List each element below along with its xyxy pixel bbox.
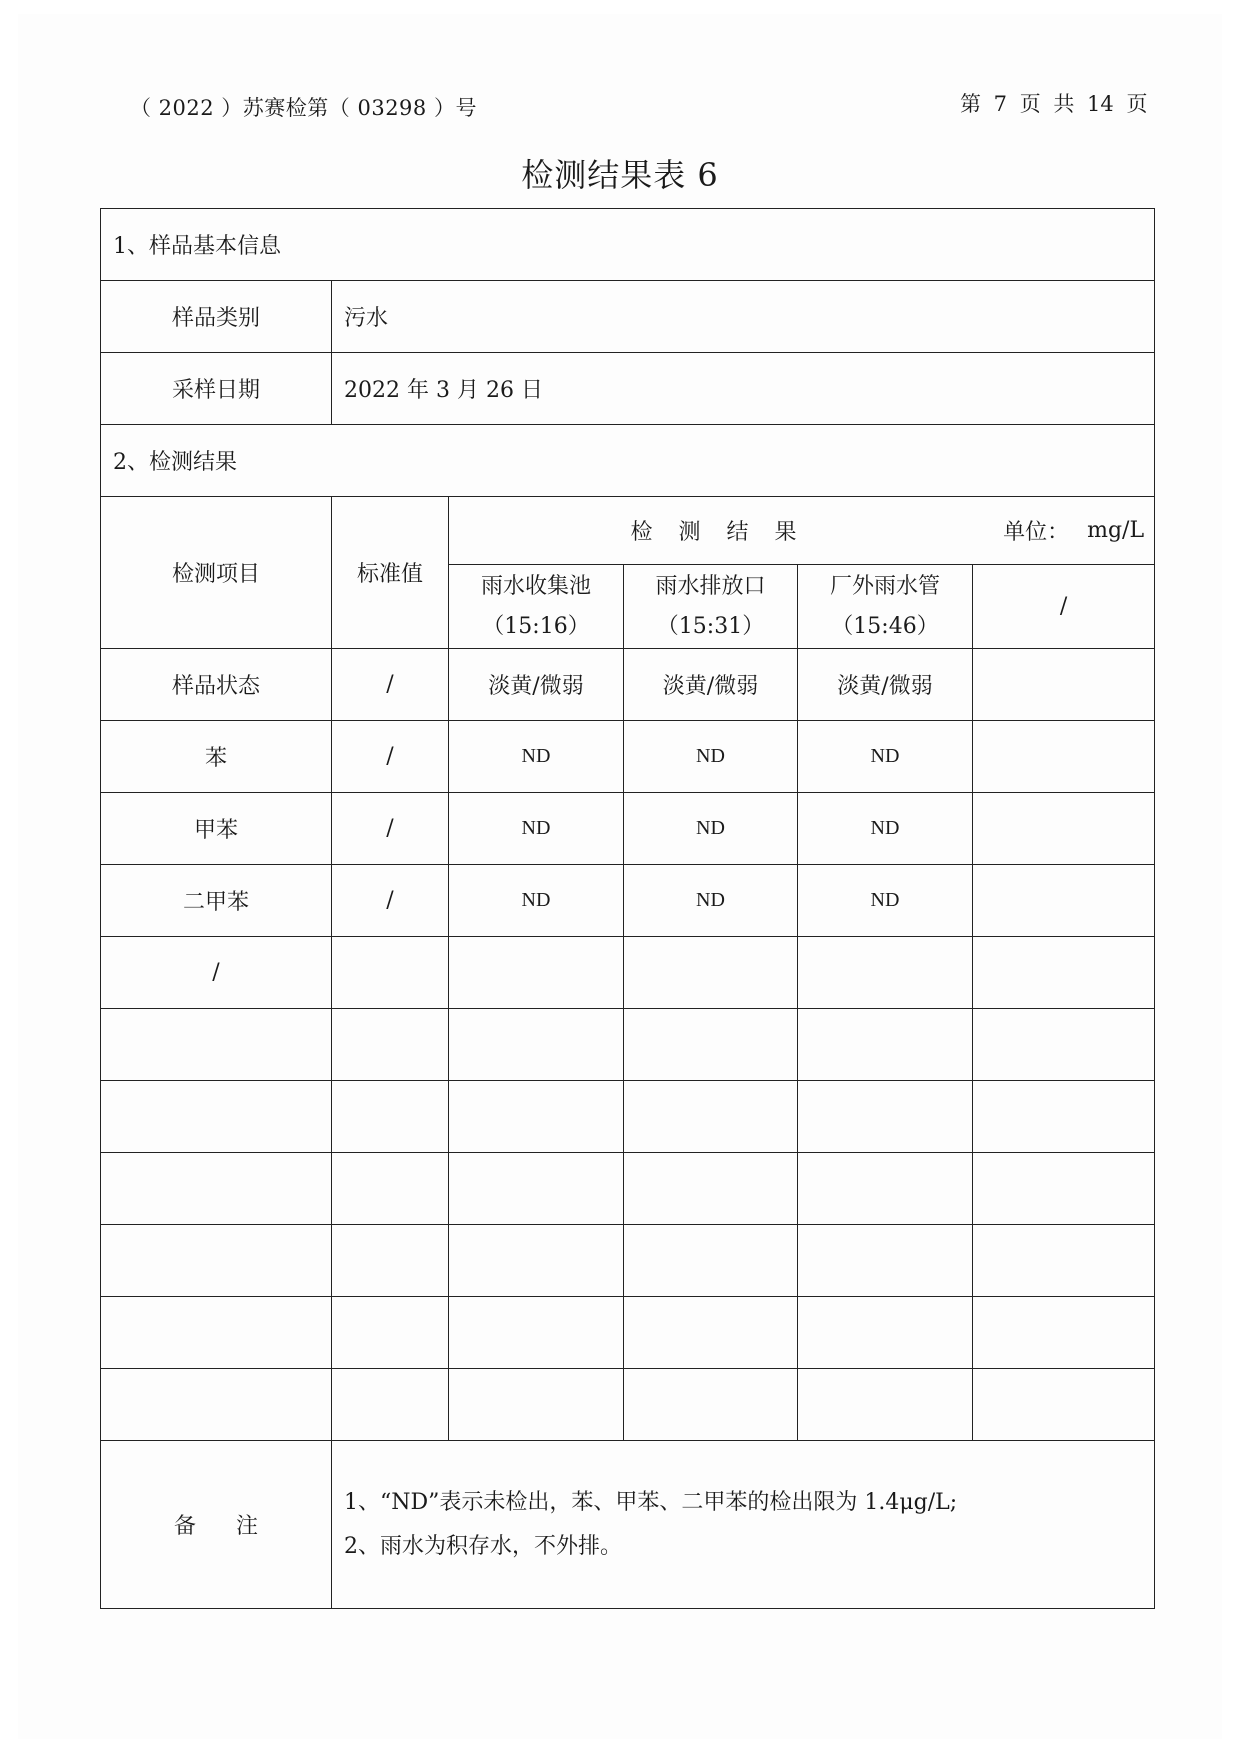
result-item: 二甲苯 (101, 865, 332, 937)
results-table (100, 208, 1155, 1609)
result-value (624, 1081, 798, 1153)
col-standard-header: 标准值 (332, 497, 449, 649)
notes-content (332, 1441, 1155, 1609)
result-item: / (101, 937, 332, 1009)
notes-row (101, 1441, 1155, 1609)
result-value (973, 721, 1155, 793)
result-value (449, 1153, 624, 1225)
page-title: 检测结果表 6 (521, 156, 719, 194)
result-value: ND (624, 721, 798, 793)
result-value (798, 1369, 973, 1441)
result-value: ND (798, 865, 973, 937)
result-value (449, 1297, 624, 1369)
result-value (449, 937, 624, 1009)
result-item: 甲苯 (101, 793, 332, 865)
result-standard (332, 1297, 449, 1369)
results-label: 检测结果 (630, 520, 823, 545)
section2-heading-row (101, 425, 1155, 497)
notes-label: 备注 (101, 1441, 332, 1609)
result-value (973, 937, 1155, 1009)
result-value (973, 1009, 1155, 1081)
result-value (973, 649, 1155, 721)
result-standard (332, 1081, 449, 1153)
result-standard (332, 1009, 449, 1081)
result-value: ND (798, 721, 973, 793)
result-row (101, 649, 1155, 721)
result-row (101, 1009, 1155, 1081)
result-value (798, 1081, 973, 1153)
result-item (101, 1081, 332, 1153)
sample-header-4 (973, 565, 1155, 649)
result-standard (332, 1153, 449, 1225)
result-row (101, 1153, 1155, 1225)
result-row (101, 793, 1155, 865)
sample-type-label: 样品类别 (101, 281, 332, 353)
sample-name: 雨水排放口 (655, 573, 766, 599)
sample-type-value: 污水 (332, 281, 1155, 353)
result-value (973, 793, 1155, 865)
section2-heading: 2、检测结果 (101, 425, 1155, 497)
result-standard (332, 1369, 449, 1441)
result-standard (332, 1225, 449, 1297)
sample-header-3 (798, 565, 973, 649)
result-value: ND (449, 793, 624, 865)
result-value: 淡黄/微弱 (798, 649, 973, 721)
result-standard: / (332, 721, 449, 793)
result-row (101, 1297, 1155, 1369)
result-row (101, 937, 1155, 1009)
result-value: 淡黄/微弱 (449, 649, 624, 721)
sample-name: 雨水收集池 (480, 573, 591, 599)
result-item: 样品状态 (101, 649, 332, 721)
results-header-row (101, 497, 1155, 565)
result-value (624, 1297, 798, 1369)
result-item (101, 1297, 332, 1369)
result-item (101, 1369, 332, 1441)
result-value (798, 1009, 973, 1081)
result-value (624, 1009, 798, 1081)
sample-name: 厂外雨水管 (829, 573, 940, 599)
result-value (624, 1225, 798, 1297)
section1-heading-row (101, 209, 1155, 281)
result-item (101, 1225, 332, 1297)
result-value (798, 937, 973, 1009)
result-value: ND (449, 865, 624, 937)
result-row (101, 865, 1155, 937)
sample-time: （15:16） (482, 613, 590, 639)
result-value (973, 1081, 1155, 1153)
result-standard: / (332, 649, 449, 721)
sample-type-row (101, 281, 1155, 353)
result-value: 淡黄/微弱 (624, 649, 798, 721)
result-value: ND (449, 721, 624, 793)
unit-label (1003, 497, 1144, 564)
note-line: 2、雨水为积存水，不外排。 (344, 1533, 622, 1559)
result-value (798, 1297, 973, 1369)
result-item: 苯 (101, 721, 332, 793)
result-value (973, 1153, 1155, 1225)
result-item (101, 1153, 332, 1225)
note-line: 1、“ND”表示未检出，苯、甲苯、二甲苯的检出限为 1.4μg/L; (344, 1489, 958, 1515)
result-value (624, 1369, 798, 1441)
report-number: （ 2022 ）苏赛检第（ 03298 ）号 (130, 96, 477, 120)
result-value (798, 1153, 973, 1225)
result-row (101, 721, 1155, 793)
result-value (449, 1081, 624, 1153)
result-value (449, 1009, 624, 1081)
result-row (101, 1225, 1155, 1297)
page-info: 第 7 页 共 14 页 (960, 92, 1148, 116)
sample-time: （15:46） (831, 613, 939, 639)
result-value: ND (624, 865, 798, 937)
result-row (101, 1369, 1155, 1441)
result-value (973, 1297, 1155, 1369)
result-standard: / (332, 793, 449, 865)
result-value (449, 1369, 624, 1441)
sample-name: / (1059, 593, 1068, 619)
unit-prefix: 单位： (1003, 520, 1070, 545)
result-value (973, 1225, 1155, 1297)
result-item (101, 1009, 332, 1081)
result-value (798, 1225, 973, 1297)
result-value: ND (798, 793, 973, 865)
col-item-header: 检测项目 (101, 497, 332, 649)
result-value (973, 865, 1155, 937)
sampling-date-value: 2022 年 3 月 26 日 (332, 353, 1155, 425)
result-row (101, 1081, 1155, 1153)
sampling-date-row (101, 353, 1155, 425)
unit-value: mg/L (1087, 518, 1145, 543)
sample-header-1 (449, 565, 624, 649)
result-value (624, 1153, 798, 1225)
section1-heading: 1、样品基本信息 (101, 209, 1155, 281)
results-header (449, 497, 1155, 565)
result-standard (332, 937, 449, 1009)
sampling-date-label: 采样日期 (101, 353, 332, 425)
sample-time: （15:31） (656, 613, 765, 639)
result-value (624, 937, 798, 1009)
sample-header-2 (624, 565, 798, 649)
result-value (973, 1369, 1155, 1441)
result-standard: / (332, 865, 449, 937)
result-value (449, 1225, 624, 1297)
result-value: ND (624, 793, 798, 865)
